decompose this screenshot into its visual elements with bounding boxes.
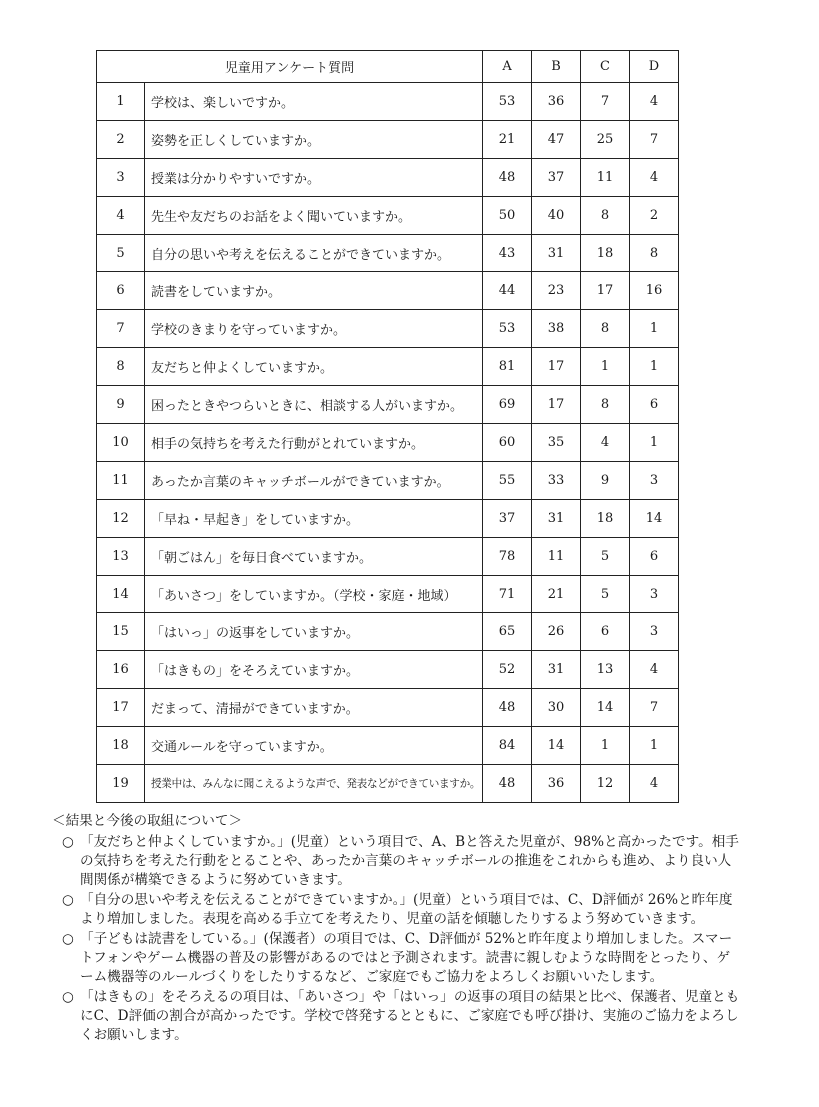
bullet-circle-icon: ○	[62, 892, 74, 908]
row-value-d: 8	[630, 234, 679, 272]
results-item-text: 「自分の思いや考えを伝えることができていますか。」(児童）という項目では、C、D評価が 26%と昨年度より増加しました。表現を高める手立てを考えたり、児童の話を傾聴したりするよう努めていきます。	[80, 892, 733, 927]
table-row	[97, 348, 679, 386]
row-value-a: 37	[483, 499, 532, 537]
row-number: 2	[97, 120, 145, 158]
row-value-b: 17	[532, 386, 581, 424]
row-value-b: 26	[532, 613, 581, 651]
row-question: 自分の思いや考えを伝えることができていますか。	[145, 234, 483, 272]
results-item-text: 「子どもは読書をしている。」(保護者）の項目では、C、D評価が 52%と昨年度より増加しました。スマートフォンやゲーム機器の普及の影響があるのではと予測されます。読書に親しむような時間をとったり、ゲーム機器等のルールづくりをしたりするなど、ご家庭でもご協力をよろしくお願いいたします。	[80, 931, 733, 985]
row-value-c: 1	[581, 727, 630, 765]
survey-table	[96, 50, 679, 803]
row-question: 相手の気持ちを考えた行動がとれていますか。	[145, 424, 483, 462]
row-value-c: 17	[581, 272, 630, 310]
row-question: 友だちと仲よくしていますか。	[145, 348, 483, 386]
row-value-c: 6	[581, 613, 630, 651]
bullet-circle-icon: ○	[62, 834, 74, 850]
row-question: だまって、清掃ができていますか。	[145, 689, 483, 727]
table-row	[97, 272, 679, 310]
row-value-a: 60	[483, 424, 532, 462]
row-number: 15	[97, 613, 145, 651]
table-row	[97, 575, 679, 613]
row-value-a: 78	[483, 537, 532, 575]
row-question: 「朝ごはん」を毎日食べていますか。	[145, 537, 483, 575]
row-value-d: 4	[630, 83, 679, 121]
table-row	[97, 461, 679, 499]
header-col-c: C	[581, 51, 630, 83]
row-number: 7	[97, 310, 145, 348]
row-number: 11	[97, 461, 145, 499]
table-row	[97, 424, 679, 462]
results-item	[52, 833, 742, 890]
row-value-c: 18	[581, 234, 630, 272]
row-value-c: 8	[581, 386, 630, 424]
row-value-a: 53	[483, 83, 532, 121]
row-value-c: 11	[581, 158, 630, 196]
row-value-a: 55	[483, 461, 532, 499]
row-value-d: 4	[630, 158, 679, 196]
row-value-a: 71	[483, 575, 532, 613]
bullet-circle-icon: ○	[62, 989, 74, 1005]
row-value-b: 21	[532, 575, 581, 613]
table-row	[97, 234, 679, 272]
row-value-c: 8	[581, 310, 630, 348]
header-col-b: B	[532, 51, 581, 83]
row-value-d: 7	[630, 120, 679, 158]
row-value-d: 6	[630, 537, 679, 575]
row-value-d: 1	[630, 727, 679, 765]
table-row	[97, 120, 679, 158]
row-question: 「はきもの」をそろえていますか。	[145, 651, 483, 689]
row-value-b: 37	[532, 158, 581, 196]
row-number: 4	[97, 196, 145, 234]
row-number: 1	[97, 83, 145, 121]
row-value-a: 81	[483, 348, 532, 386]
row-value-a: 21	[483, 120, 532, 158]
row-value-a: 44	[483, 272, 532, 310]
row-number: 16	[97, 651, 145, 689]
results-item	[52, 988, 742, 1045]
table-row	[97, 386, 679, 424]
row-value-b: 38	[532, 310, 581, 348]
row-value-d: 1	[630, 424, 679, 462]
table-row	[97, 499, 679, 537]
results-list	[52, 833, 742, 1045]
row-value-a: 52	[483, 651, 532, 689]
row-value-d: 6	[630, 386, 679, 424]
row-number: 5	[97, 234, 145, 272]
row-value-b: 40	[532, 196, 581, 234]
row-number: 8	[97, 348, 145, 386]
row-number: 10	[97, 424, 145, 462]
row-question: 学校は、楽しいですか。	[145, 83, 483, 121]
results-item-text: 「はきもの」をそろえるの項目は、「あいさつ」や「はいっ」の返事の項目の結果と比べ、保護者、児童ともにC、D評価の割合が高かったです。学校で啓発するとともに、ご家庭でも呼び掛け、実施のご協力をよろしくお願いします。	[80, 989, 740, 1043]
row-value-c: 5	[581, 575, 630, 613]
row-value-c: 12	[581, 765, 630, 803]
row-number: 13	[97, 537, 145, 575]
row-value-d: 7	[630, 689, 679, 727]
table-row	[97, 310, 679, 348]
row-value-d: 4	[630, 651, 679, 689]
row-question: 交通ルールを守っていますか。	[145, 727, 483, 765]
row-number: 14	[97, 575, 145, 613]
row-value-b: 36	[532, 83, 581, 121]
results-item	[52, 891, 742, 929]
row-value-d: 3	[630, 613, 679, 651]
header-question: 児童用アンケート質問	[97, 51, 483, 83]
row-value-b: 31	[532, 499, 581, 537]
row-number: 6	[97, 272, 145, 310]
row-value-c: 13	[581, 651, 630, 689]
row-value-c: 1	[581, 348, 630, 386]
results-item	[52, 930, 742, 987]
row-question: 姿勢を正しくしていますか。	[145, 120, 483, 158]
row-value-a: 43	[483, 234, 532, 272]
row-value-b: 31	[532, 651, 581, 689]
row-value-b: 47	[532, 120, 581, 158]
table-row	[97, 689, 679, 727]
row-question: 「早ね・早起き」をしていますか。	[145, 499, 483, 537]
row-value-d: 16	[630, 272, 679, 310]
table-header-row	[97, 51, 679, 83]
row-question: 読書をしていますか。	[145, 272, 483, 310]
row-question: 授業中は、みんなに聞こえるような声で、発表などができていますか。	[145, 765, 483, 803]
row-value-b: 17	[532, 348, 581, 386]
row-question: 困ったときやつらいときに、相談する人がいますか。	[145, 386, 483, 424]
row-value-a: 53	[483, 310, 532, 348]
row-value-b: 30	[532, 689, 581, 727]
row-value-b: 11	[532, 537, 581, 575]
row-question: あったか言葉のキャッチボールができていますか。	[145, 461, 483, 499]
header-col-a: A	[483, 51, 532, 83]
row-value-c: 4	[581, 424, 630, 462]
row-value-c: 7	[581, 83, 630, 121]
table-row	[97, 613, 679, 651]
table-row	[97, 158, 679, 196]
row-number: 17	[97, 689, 145, 727]
row-question: 「あいさつ」をしていますか。（学校・家庭・地域）	[145, 575, 483, 613]
row-value-a: 50	[483, 196, 532, 234]
row-value-a: 48	[483, 765, 532, 803]
table-row	[97, 765, 679, 803]
row-value-a: 48	[483, 158, 532, 196]
row-value-c: 8	[581, 196, 630, 234]
results-section	[52, 812, 742, 1046]
row-number: 12	[97, 499, 145, 537]
table-row	[97, 196, 679, 234]
row-value-d: 1	[630, 310, 679, 348]
table-row	[97, 83, 679, 121]
row-question: 授業は分かりやすいですか。	[145, 158, 483, 196]
row-question: 学校のきまりを守っていますか。	[145, 310, 483, 348]
row-value-c: 14	[581, 689, 630, 727]
header-col-d: D	[630, 51, 679, 83]
row-value-c: 5	[581, 537, 630, 575]
row-value-a: 65	[483, 613, 532, 651]
row-number: 18	[97, 727, 145, 765]
row-value-d: 14	[630, 499, 679, 537]
row-value-d: 1	[630, 348, 679, 386]
row-value-d: 3	[630, 461, 679, 499]
row-number: 9	[97, 386, 145, 424]
table-row	[97, 727, 679, 765]
table-row	[97, 537, 679, 575]
row-value-a: 84	[483, 727, 532, 765]
table-body	[97, 83, 679, 803]
results-title: ＜結果と今後の取組について＞	[52, 813, 243, 829]
table-row	[97, 651, 679, 689]
row-value-c: 9	[581, 461, 630, 499]
row-value-d: 3	[630, 575, 679, 613]
bullet-circle-icon: ○	[62, 931, 74, 947]
row-value-a: 48	[483, 689, 532, 727]
row-value-b: 35	[532, 424, 581, 462]
row-value-a: 69	[483, 386, 532, 424]
row-value-b: 31	[532, 234, 581, 272]
row-question: 先生や友だちのお話をよく聞いていますか。	[145, 196, 483, 234]
row-number: 19	[97, 765, 145, 803]
results-item-text: 「友だちと仲よくしていますか。」(児童）という項目で、A、Bと答えた児童が、98%と高かったです。相手の気持ちを考えた行動をとることや、あったか言葉のキャッチボールの推進をこれからも進め、より良い人間関係が構築できるように努めていきます。	[80, 834, 739, 888]
row-value-b: 23	[532, 272, 581, 310]
row-value-c: 18	[581, 499, 630, 537]
row-value-b: 36	[532, 765, 581, 803]
row-value-c: 25	[581, 120, 630, 158]
row-value-d: 2	[630, 196, 679, 234]
row-value-b: 33	[532, 461, 581, 499]
row-value-d: 4	[630, 765, 679, 803]
row-number: 3	[97, 158, 145, 196]
row-value-b: 14	[532, 727, 581, 765]
row-question: 「はいっ」の返事をしていますか。	[145, 613, 483, 651]
